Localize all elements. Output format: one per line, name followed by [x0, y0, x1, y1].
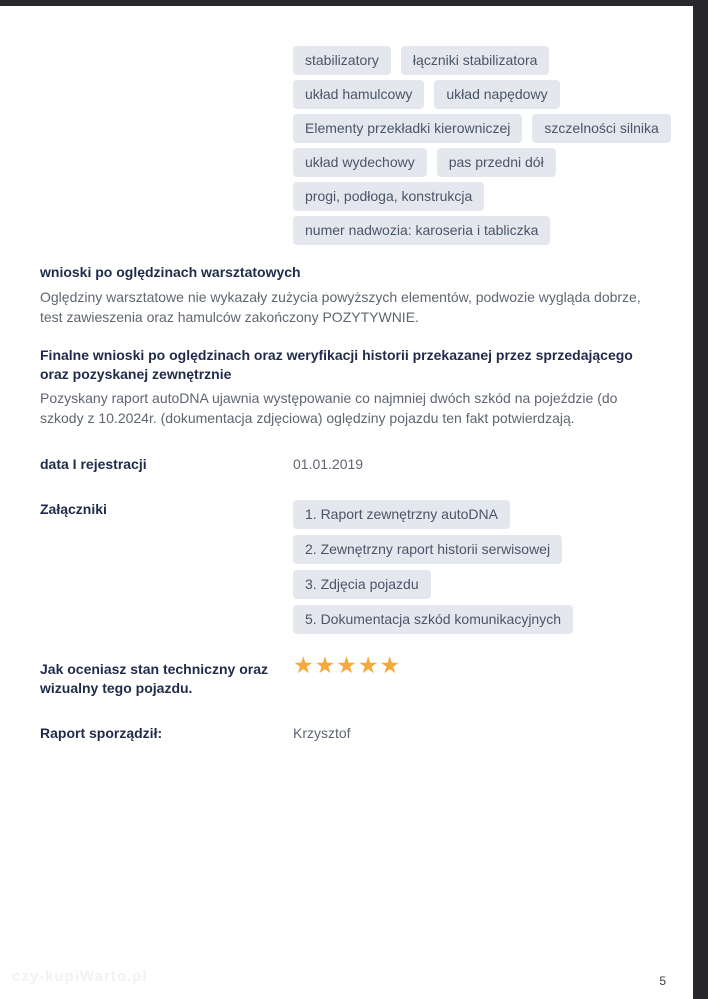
inspection-tag: progi, podłoga, konstrukcja: [293, 182, 484, 211]
star-icon: ★: [357, 652, 379, 679]
attachment-item[interactable]: 2. Zewnętrzny raport historii serwisowej: [293, 535, 562, 564]
section-final-conclusions: [40, 346, 662, 430]
tag-row: [293, 114, 662, 143]
attachment-item[interactable]: 3. Zdjęcia pojazdu: [293, 570, 431, 599]
page-number: 5: [659, 974, 666, 988]
tag-row: [293, 148, 662, 177]
attachments-label: Załączniki: [40, 501, 107, 518]
attachments-list: [293, 500, 662, 634]
section-body: Oględziny warsztatowe nie wykazały zużycia powyższych elementów, podwozie wygląda dobrze, test zawieszenia oraz hamulców zakończony POZYTYWNIE.: [40, 288, 641, 325]
star-icon: ★: [293, 652, 314, 679]
inspection-tag: szczelności silnika: [532, 114, 670, 143]
rating-row: [40, 652, 662, 698]
inspection-tags: [293, 46, 662, 245]
registration-date-label: data I rejestracji: [40, 456, 147, 473]
attachment-item[interactable]: 1. Raport zewnętrzny autoDNA: [293, 500, 510, 529]
section-heading: Finalne wnioski po oględzinach oraz weryfikacji historii przekazanej przez sprzedającego oraz pozyskanej zewnętrznie: [40, 346, 633, 382]
page-right-border: [693, 0, 708, 999]
inspection-tag: układ napędowy: [434, 80, 559, 109]
inspection-tag: Elementy przekładki kierowniczej: [293, 114, 522, 143]
rating-stars: [293, 654, 662, 698]
tag-row: [293, 46, 662, 75]
tag-row: [293, 216, 662, 245]
section-workshop-conclusions: [40, 263, 662, 328]
star-icon: ★: [314, 652, 336, 679]
registration-date-row: [40, 455, 662, 474]
section-body: Pozyskany raport autoDNA ujawnia występowanie co najmniej dwóch szkód na pojeździe (do szkody z 10.2024r. (dokumentacja zdjęciowa) oględziny pojazdu ten fakt potwierdzają.: [40, 390, 618, 427]
registration-date-value: 01.01.2019: [293, 456, 364, 473]
inspection-tag: pas przedni dół: [437, 148, 556, 177]
page-content: [40, 6, 662, 743]
tag-row: [293, 80, 662, 109]
rating-label: Jak oceniasz stan techniczny oraz wizualny tego pojazdu.: [40, 661, 268, 696]
attachment-item[interactable]: 5. Dokumentacja szkód komunikacyjnych: [293, 605, 573, 634]
author-label: Raport sporządził:: [40, 724, 163, 741]
star-icon: ★: [336, 652, 357, 679]
inspection-tag: układ hamulcowy: [293, 80, 424, 109]
author-row: [40, 724, 662, 743]
inspection-tag: łączniki stabilizatora: [401, 46, 550, 75]
author-value: Krzysztof: [293, 724, 351, 741]
tag-row: [293, 182, 662, 211]
watermark: czy-kupiWarto.pl: [12, 968, 148, 985]
inspection-tag: stabilizatory: [293, 46, 391, 75]
inspection-tag: numer nadwozia: karoseria i tabliczka: [293, 216, 550, 245]
star-icon: ★: [379, 652, 401, 679]
inspection-tag: układ wydechowy: [293, 148, 427, 177]
attachments-row: [40, 500, 662, 634]
section-heading: wnioski po oględzinach warsztatowych: [40, 264, 301, 280]
